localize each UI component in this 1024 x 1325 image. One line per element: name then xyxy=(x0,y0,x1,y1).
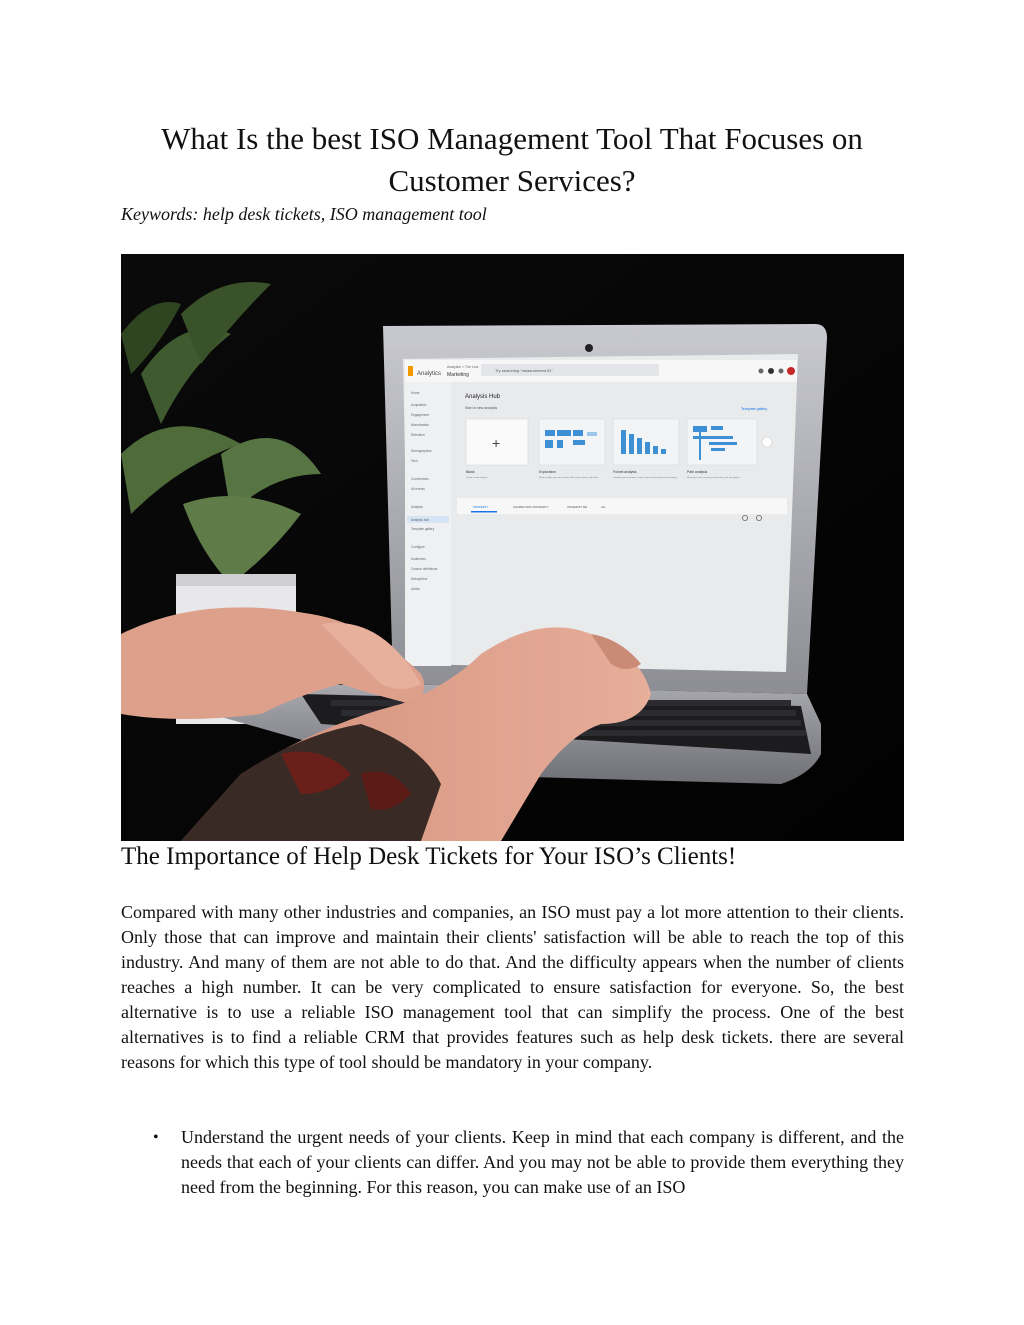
sidebar-item: Demographics xyxy=(411,449,432,453)
help-icon xyxy=(768,368,774,374)
screen-property: Marketing xyxy=(447,372,469,378)
screen-gallery-link: Template gallery xyxy=(741,407,768,411)
card-desc: Show your user journey to conversion with tree graphs xyxy=(687,477,740,479)
screen-start-label: Start a new analysis xyxy=(465,406,498,410)
card-desc: Create a new analysis xyxy=(466,477,488,479)
webcam-icon xyxy=(585,344,593,352)
body-paragraph: Compared with many other industries and companies, an ISO must pay a lot more attention to their clients. Only those that can improve and maintain their clients' satisfaction will be able to reach the top of this industry. And many of them are not able to do that. And the difficulty appears when the number of clients reaches a high number. It can be very complicated to ensure satisfaction for everyone. So, the best alternative is to use a reliable ISO management tool that can simplify the process. One of the best alternatives is to find a reliable CRM that provides features such as help desk tickets. there are several reasons for which this type of tool should be mandatory in your company. xyxy=(121,902,904,1072)
analytics-logo-icon xyxy=(408,366,413,376)
card-label: Blank xyxy=(466,470,475,474)
sidebar-item: Audiences xyxy=(411,557,426,561)
sidebar-item: Custom definitions xyxy=(411,567,438,571)
card-desc: Show insights you can uncover with custom charts and tables xyxy=(539,477,599,479)
list-item xyxy=(121,1125,904,1200)
card-desc: Visualize your customers' steps and see how they are succeeding xyxy=(613,477,677,479)
sidebar-item: All events xyxy=(411,487,425,491)
sidebar-item: Home xyxy=(411,391,420,395)
section-heading: The Importance of Help Desk Tickets for Your ISO’s Clients! xyxy=(121,843,737,870)
tab-shared: SHARED WITH PROPERTY xyxy=(513,505,549,509)
keywords-line: Keywords: help desk tickets, ISO management tool xyxy=(121,204,487,224)
sidebar-item: Configure xyxy=(411,545,425,549)
sidebar-item: Tech xyxy=(411,459,418,463)
card-label: Exploration xyxy=(539,470,556,474)
tab-owned: OWNED BY ME xyxy=(567,505,588,509)
sidebar-item: Analysis hub xyxy=(411,518,430,522)
laptop-photo-illustration xyxy=(121,254,904,841)
bullet-text: Understand the urgent needs of your clients. Keep in mind that each company is different, and the needs that each of your clients can differ. And you may not be able to provide them everything they need from the beginning. For this reason, you can make use of an ISO xyxy=(181,1127,904,1197)
carousel-next-icon xyxy=(762,437,772,447)
apps-icon xyxy=(759,369,764,374)
bullet-symbol: • xyxy=(153,1129,159,1146)
sidebar-item: DebugView xyxy=(411,577,428,581)
document-title: What Is the best ISO Management Tool That Focuses on Customer Services? xyxy=(161,121,863,198)
card-label: Path analysis xyxy=(687,470,708,474)
menu-dots-icon xyxy=(779,369,784,374)
card-label: Funnel analysis xyxy=(613,470,637,474)
screen-search-placeholder: Try searching "measurement ID" xyxy=(495,368,553,373)
sidebar-item: Retention xyxy=(411,433,425,437)
screen-account-line: Analytics > The Line xyxy=(447,365,479,369)
sidebar-item: Analysis xyxy=(411,505,423,509)
sidebar-item: Engagement xyxy=(411,413,430,417)
tab-property: PROPERTY xyxy=(473,505,489,509)
sidebar-item: Admin xyxy=(411,587,421,591)
screen-hub-title: Analysis Hub xyxy=(465,394,501,400)
screen-app-name: Analytics xyxy=(417,371,442,377)
laptop-screen xyxy=(403,354,798,672)
sidebar-item: Conversions xyxy=(411,477,429,481)
bullet-list xyxy=(121,1125,904,1200)
sidebar-item: Template gallery xyxy=(411,527,435,531)
account-avatar xyxy=(787,367,795,375)
sidebar-item: Acquisition xyxy=(411,403,427,407)
plus-icon: + xyxy=(492,435,501,451)
laptop-photo xyxy=(121,254,904,841)
tab-all: ALL xyxy=(601,505,606,509)
sidebar-item: Monetization xyxy=(411,423,430,427)
